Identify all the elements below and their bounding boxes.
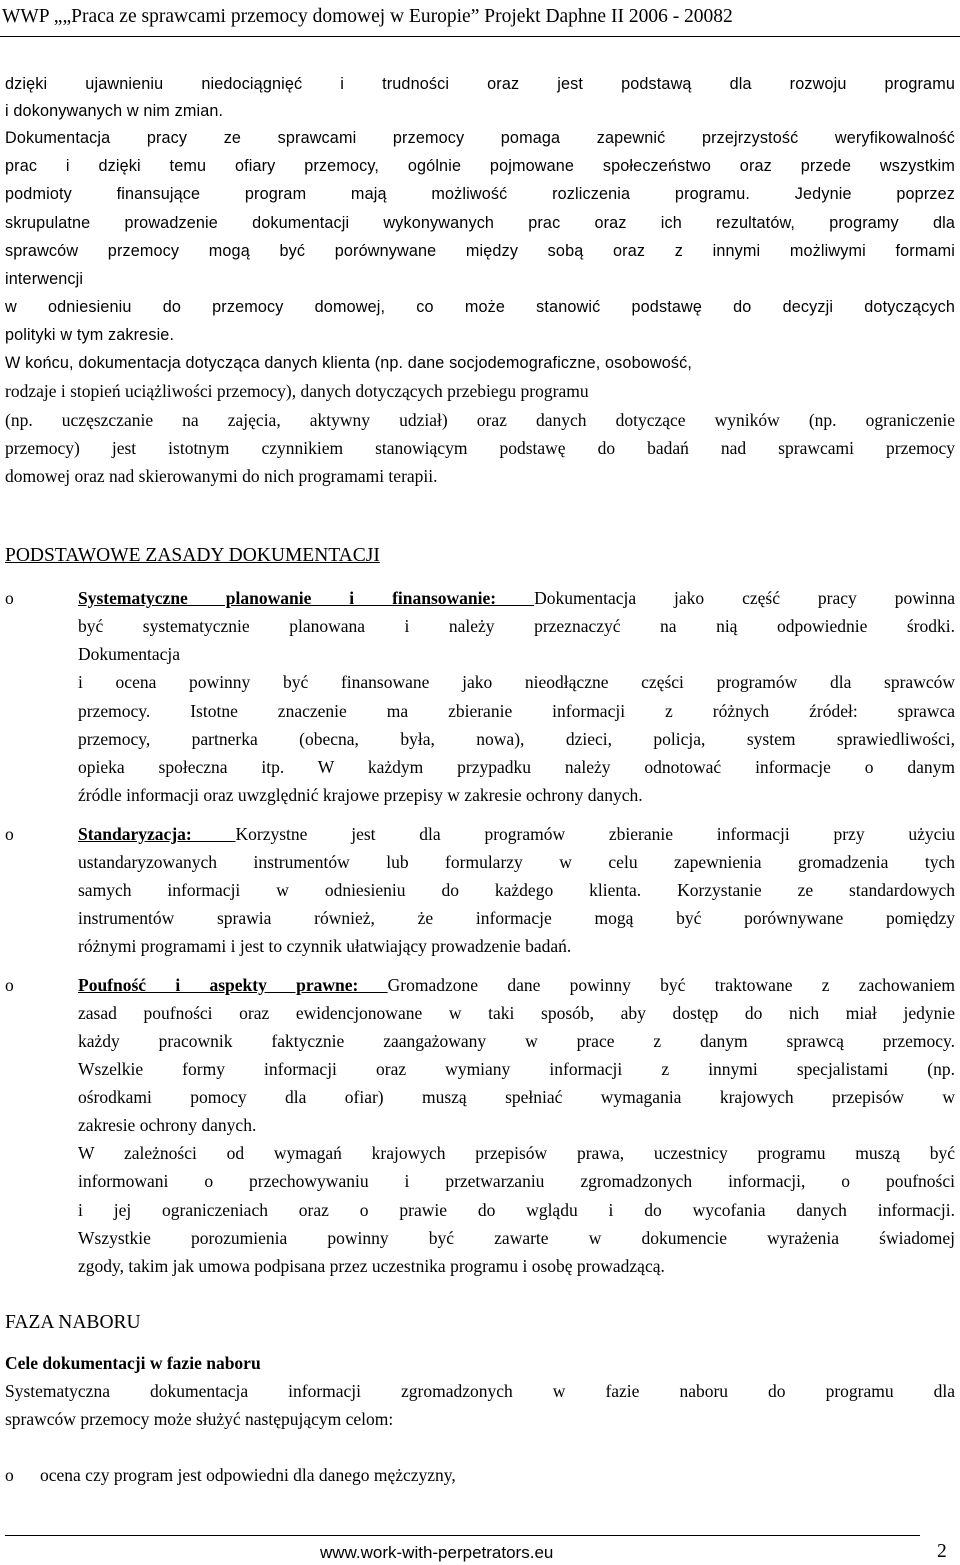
intro-line: podmioty finansujące program mają możliwość rozliczenia programu. Jedynie poprzez [5, 185, 955, 203]
intro-line: rodzaje i stopień uciążliwości przemocy), danych dotyczących przebiegu programu [5, 381, 589, 401]
bullet-item-line: instrumentów sprawia również, że informacje mogą być porównywane pomiędzy [78, 908, 955, 928]
bullet-item-line: informowani o przechowywaniu i przetwarzaniu zgromadzonych informacji, o poufności [78, 1171, 955, 1191]
header-rule [0, 36, 960, 37]
intro-line: prac i dzięki temu ofiary przemocy, ogólnie pojmowane społeczeństwo oraz przede wszystkim [5, 157, 955, 175]
bullet-item-line: W zależności od wymagań krajowych przepisów prawa, uczestnicy programu muszą być [78, 1143, 955, 1163]
intro-line: Dokumentacja pracy ze sprawcami przemocy pomaga zapewnić przejrzystość weryfikowalność [5, 129, 955, 147]
bullet-item-label: Standaryzacja: [78, 824, 236, 844]
running-header: WWP „„Praca ze sprawcami przemocy domowej w Europie” Projekt Daphne II 2006 - 20082 [2, 6, 733, 27]
intro-line: sprawców przemocy mogą być porównywane między sobą oraz z innymi możliwymi formami [5, 242, 955, 260]
subsection-heading: Cele dokumentacji w fazie naboru [5, 1353, 261, 1373]
bullet-item-line: i jej ograniczeniach oraz o prawie do wglądu i do wycofania danych informacji. [78, 1200, 955, 1220]
paragraph-line: Systematyczna dokumentacja informacji zgromadzonych w fazie naboru do programu dla [5, 1381, 955, 1401]
section-heading: FAZA NABORU [5, 1312, 141, 1333]
bullet-item-label: Systematyczne planowanie i finansowanie: [78, 588, 535, 608]
bullet-item-line: Dokumentacja [78, 644, 181, 664]
footer-rule [5, 1535, 920, 1536]
bullet-item-line: różnymi programami i jest to czynnik ułatwiający prowadzenie badań. [78, 936, 572, 956]
bullet-item-label: Poufność i aspekty prawne: [78, 975, 388, 995]
bullet-item-line: przemocy. Istotne znaczenie ma zbieranie informacji z różnych źródeł: sprawca [78, 701, 955, 721]
section-heading: PODSTAWOWE ZASADY DOKUMENTACJI [5, 545, 380, 566]
bullet-item-line: przemocy, partnerka (obecna, była, nowa), dzieci, policja, system sprawiedliwości, [78, 729, 955, 749]
bullet-item-line: każdy pracownik faktycznie zaangażowany w prace z danym sprawcą przemocy. [78, 1031, 955, 1051]
bullet-item-line: Poufność i aspekty prawne: Gromadzone dane powinny być traktowane z zachowaniem [78, 975, 955, 995]
bullet-item-line: ustandaryzowanych instrumentów lub formularzy w celu zapewnienia gromadzenia tych [78, 852, 955, 872]
bullet-item-line: ośrodkami pomocy dla ofiar) muszą spełniać wymagania krajowych przepisów w [78, 1087, 955, 1107]
intro-line: (np. uczęszczanie na zajęcia, aktywny udział) oraz danych dotyczące wyników (np. ograniczenie [5, 410, 955, 430]
bullet-item-line: Standaryzacja: Korzystne jest dla programów zbieranie informacji przy użyciu [78, 824, 955, 844]
bullet-item-line: zakresie ochrony danych. [78, 1115, 257, 1135]
bullet-marker: o [5, 824, 14, 844]
intro-line: skrupulatne prowadzenie dokumentacji wykonywanych prac oraz ich rezultatów, programy dla [5, 214, 955, 232]
bullet-item-line: samych informacji w odniesieniu do każdego klienta. Korzystanie ze standardowych [78, 880, 955, 900]
intro-line: dzięki ujawnieniu niedociągnięć i trudności oraz jest podstawą dla rozwoju programu [5, 75, 955, 93]
bullet-item-line: źródle informacji oraz uwzględnić krajowe przepisy w zakresie ochrony danych. [78, 785, 643, 805]
bullet-item-line: Wszystkie porozumienia powinny być zawarte w dokumencie wyrażenia świadomej [78, 1228, 955, 1248]
bullet-item-line: ocena czy program jest odpowiedni dla danego mężczyzny, [40, 1465, 456, 1485]
bullet-marker: o [5, 588, 14, 608]
bullet-item-line: zasad poufności oraz ewidencjonowane w taki sposób, aby dostęp do nich miał jedynie [78, 1003, 955, 1023]
bullet-item-line: zgody, takim jak umowa podpisana przez uczestnika programu i osobę prowadzącą. [78, 1256, 665, 1276]
intro-line: i dokonywanych w nim zmian. [5, 102, 224, 120]
paragraph-line: sprawców przemocy może służyć następującym celom: [5, 1409, 394, 1429]
bullet-item-line: Wszelkie formy informacji oraz wymiany informacji z innymi specjalistami (np. [78, 1059, 955, 1079]
intro-line: W końcu, dokumentacja dotycząca danych klienta (np. dane socjodemograficzne, osobowość, [5, 354, 693, 372]
bullet-item-line: i ocena powinny być finansowane jako nieodłączne części programów dla sprawców [78, 672, 955, 692]
intro-line: przemocy) jest istotnym czynnikiem stanowiącym podstawę do badań nad sprawcami przemocy [5, 438, 955, 458]
intro-line: polityki w tym zakresie. [5, 326, 175, 344]
bullet-item-line: być systematycznie planowana i należy przeznaczyć na nią odpowiednie środki. [78, 616, 955, 636]
intro-line: domowej oraz nad skierowanymi do nich programami terapii. [5, 466, 438, 486]
bullet-item-line: opieka społeczna itp. W każdym przypadku należy odnotować informacje o danym [78, 757, 955, 777]
bullet-marker: o [5, 1465, 14, 1485]
footer-url: www.work-with-perpetrators.eu [320, 1543, 554, 1562]
bullet-marker: o [5, 975, 14, 995]
bullet-item-line: Systematyczne planowanie i finansowanie: Dokumentacja jako część pracy powinna [78, 588, 955, 608]
intro-line: interwencji [5, 270, 84, 288]
intro-line: w odniesieniu do przemocy domowej, co może stanowić podstawę do decyzji dotyczących [5, 298, 955, 316]
page-number: 2 [937, 1541, 947, 1562]
